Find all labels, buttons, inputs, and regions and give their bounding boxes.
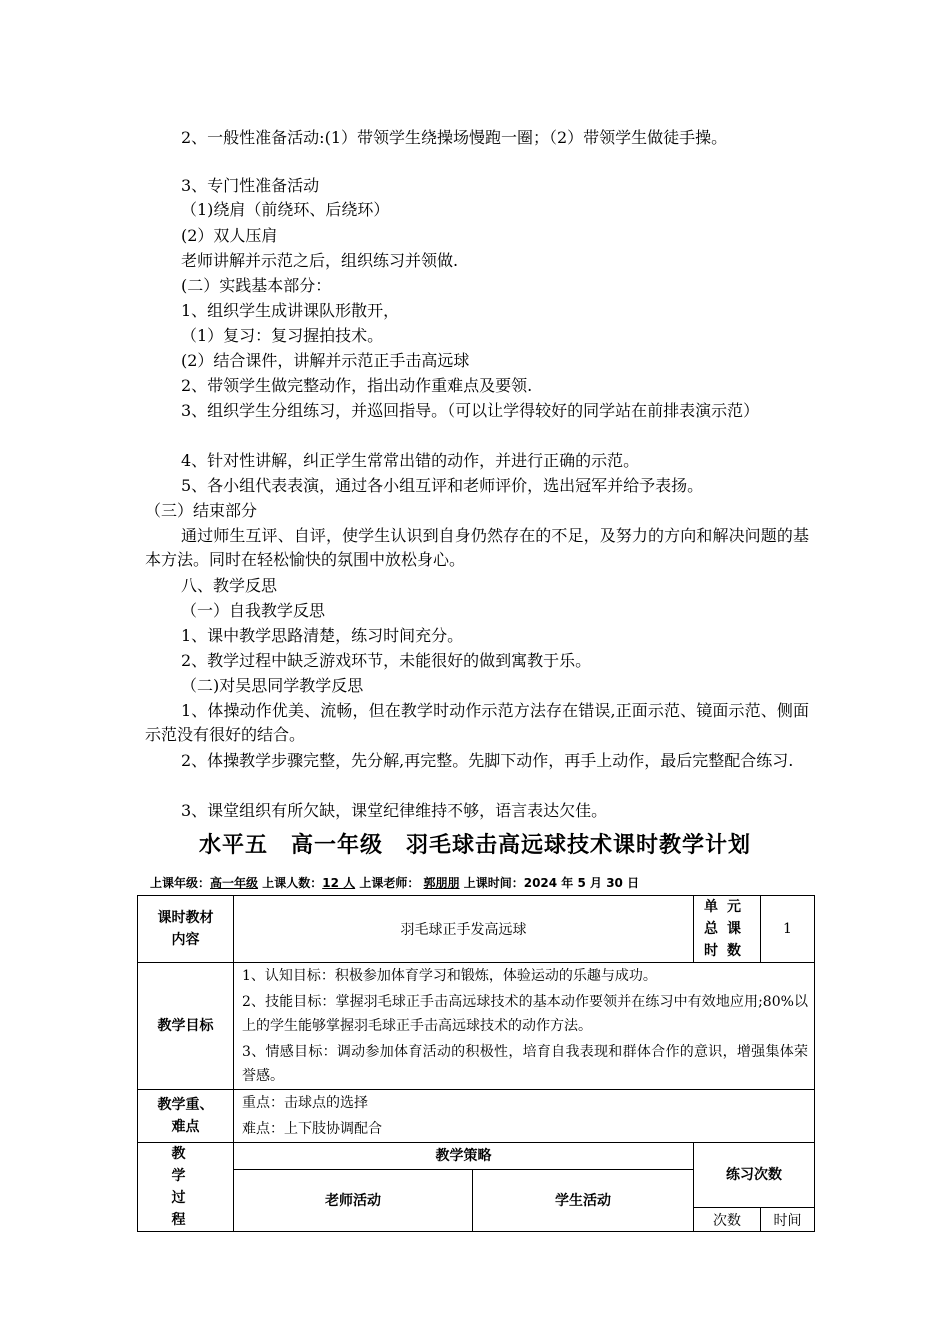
table-row-material	[138, 896, 815, 963]
paragraph-pair-shoulder-press: (2）双人压肩	[181, 226, 278, 245]
paragraph-correction: 4、针对性讲解，纠正学生常常出错的动作，并进行正确的示范。	[181, 451, 640, 470]
paragraph-self-reflection: （一）自我教学反思	[181, 601, 326, 620]
count-value: 12 人	[322, 876, 356, 890]
paragraph-reflection-2: 2、教学过程中缺乏游戏环节，未能很好的做到寓教于乐。	[181, 651, 592, 670]
paragraph-peer-3: 3、课堂组织有所欠缺，课堂纪律维持不够，语言表达欠佳。	[181, 801, 608, 820]
count-label: 上课人数：	[262, 876, 323, 890]
paragraph-peer-1: 1、体操动作优美、流畅，但在教学时动作示范方法存在错误,正面示范、镜面示范、侧面示范没有很好的结合。	[145, 701, 809, 744]
paragraph-group-practice: 3、组织学生分组练习，并巡回指导。（可以让学得较好的同学站在前排表演示范）	[181, 401, 760, 420]
paragraph-formation: 1、组织学生成讲课队形散开，	[181, 301, 400, 320]
teacher-label: 上课老师：	[359, 876, 420, 890]
goal-cognitive: 1、认知目标：积极参加体育学习和锻炼，体验运动的乐趣与成功。	[242, 968, 657, 984]
table-row-keypoints	[138, 1090, 815, 1143]
paragraph-reflection-heading: 八、教学反思	[181, 576, 278, 595]
keypoints-label: 教学重、难点	[138, 1090, 234, 1143]
goal-affective: 3、情感目标：调动参加体育活动的积极性，培育自我表现和群体合作的意识，增强集体荣誉感。	[242, 1044, 809, 1084]
paragraph-general-warmup: 2、一般性准备活动:(1）带领学生绕操场慢跑一圈；（2）带领学生做徒手操。	[181, 128, 728, 147]
date-label: 上课时间：	[463, 876, 524, 890]
table-row-goals	[138, 963, 815, 1090]
material-value: 羽毛球正手发高远球	[234, 896, 694, 963]
paragraph-teacher-demo: 老师讲解并示范之后，组织练习并领做.	[181, 251, 459, 270]
lesson-meta-line	[150, 874, 639, 891]
unit-hours-value: 1	[761, 896, 815, 963]
duration-label: 时间	[761, 1208, 815, 1232]
key-point: 重点：击球点的选择	[242, 1095, 368, 1111]
goals-label: 教学目标	[138, 963, 234, 1090]
table-row-process-header	[138, 1143, 815, 1170]
lesson-plan-table	[137, 895, 815, 1232]
paragraph-review-grip: （1）复习：复习握拍技术。	[181, 326, 384, 345]
paragraph-ending-heading: （三）结束部分	[145, 501, 258, 520]
process-label: 教学过程	[138, 1143, 234, 1232]
grade-label: 上课年级：	[150, 876, 211, 890]
paragraph-courseware: (2）结合课件，讲解并示范正手击高远球	[181, 351, 470, 370]
difficulty: 难点：上下肢协调配合	[242, 1121, 382, 1137]
teacher-value: 郭朋朋	[423, 876, 460, 890]
paragraph-special-warmup: 3、专门性准备活动	[181, 176, 320, 195]
material-label: 课时教材内容	[138, 896, 234, 963]
strategy-label: 教学策略	[234, 1143, 694, 1170]
lesson-plan-title: 水平五 高一年级 羽毛球击高远球技术课时教学计划	[198, 833, 751, 858]
paragraph-reflection-1: 1、课中教学思路清楚，练习时间充分。	[181, 626, 464, 645]
paragraph-ending-body: 通过师生互评、自评，使学生认识到自身仍然存在的不足，及努力的方向和解决问题的基本方法。同时在轻松愉快的氛围中放松身心。	[145, 526, 809, 569]
date-value: 2024 年 5 月 30 日	[523, 876, 640, 890]
paragraph-group-show: 5、各小组代表表演，通过各小组互评和老师评价，选出冠军并给予表扬。	[181, 476, 704, 495]
paragraph-basic-part-heading: (二）实践基本部分：	[181, 276, 332, 295]
unit-hours-label: 单元总课时数	[694, 896, 761, 963]
goal-skill: 2、技能目标：掌握羽毛球正手击高远球技术的基本动作要领并在练习中有效地应用;80%以上的学生能够掌握羽毛球正手击高远球技术的动作方法。	[242, 994, 809, 1034]
practice-label: 练习次数	[694, 1143, 815, 1208]
times-label: 次数	[694, 1208, 761, 1232]
paragraph-complete-action: 2、带领学生做完整动作，指出动作重难点及要领.	[181, 376, 533, 395]
goals-cell	[234, 963, 815, 1090]
paragraph-peer-2: 2、体操教学步骤完整，先分解,再完整。先脚下动作，再手上动作，最后完整配合练习.	[181, 751, 794, 770]
keypoints-cell	[234, 1090, 815, 1143]
student-activity-label: 学生活动	[473, 1170, 694, 1232]
teacher-activity-label: 老师活动	[234, 1170, 473, 1232]
grade-value: 高一年级	[210, 876, 259, 890]
paragraph-shoulder-circles: （1)绕肩（前绕环、后绕环）	[181, 200, 390, 219]
paragraph-peer-reflection: （二)对吴思同学教学反思	[181, 676, 364, 695]
